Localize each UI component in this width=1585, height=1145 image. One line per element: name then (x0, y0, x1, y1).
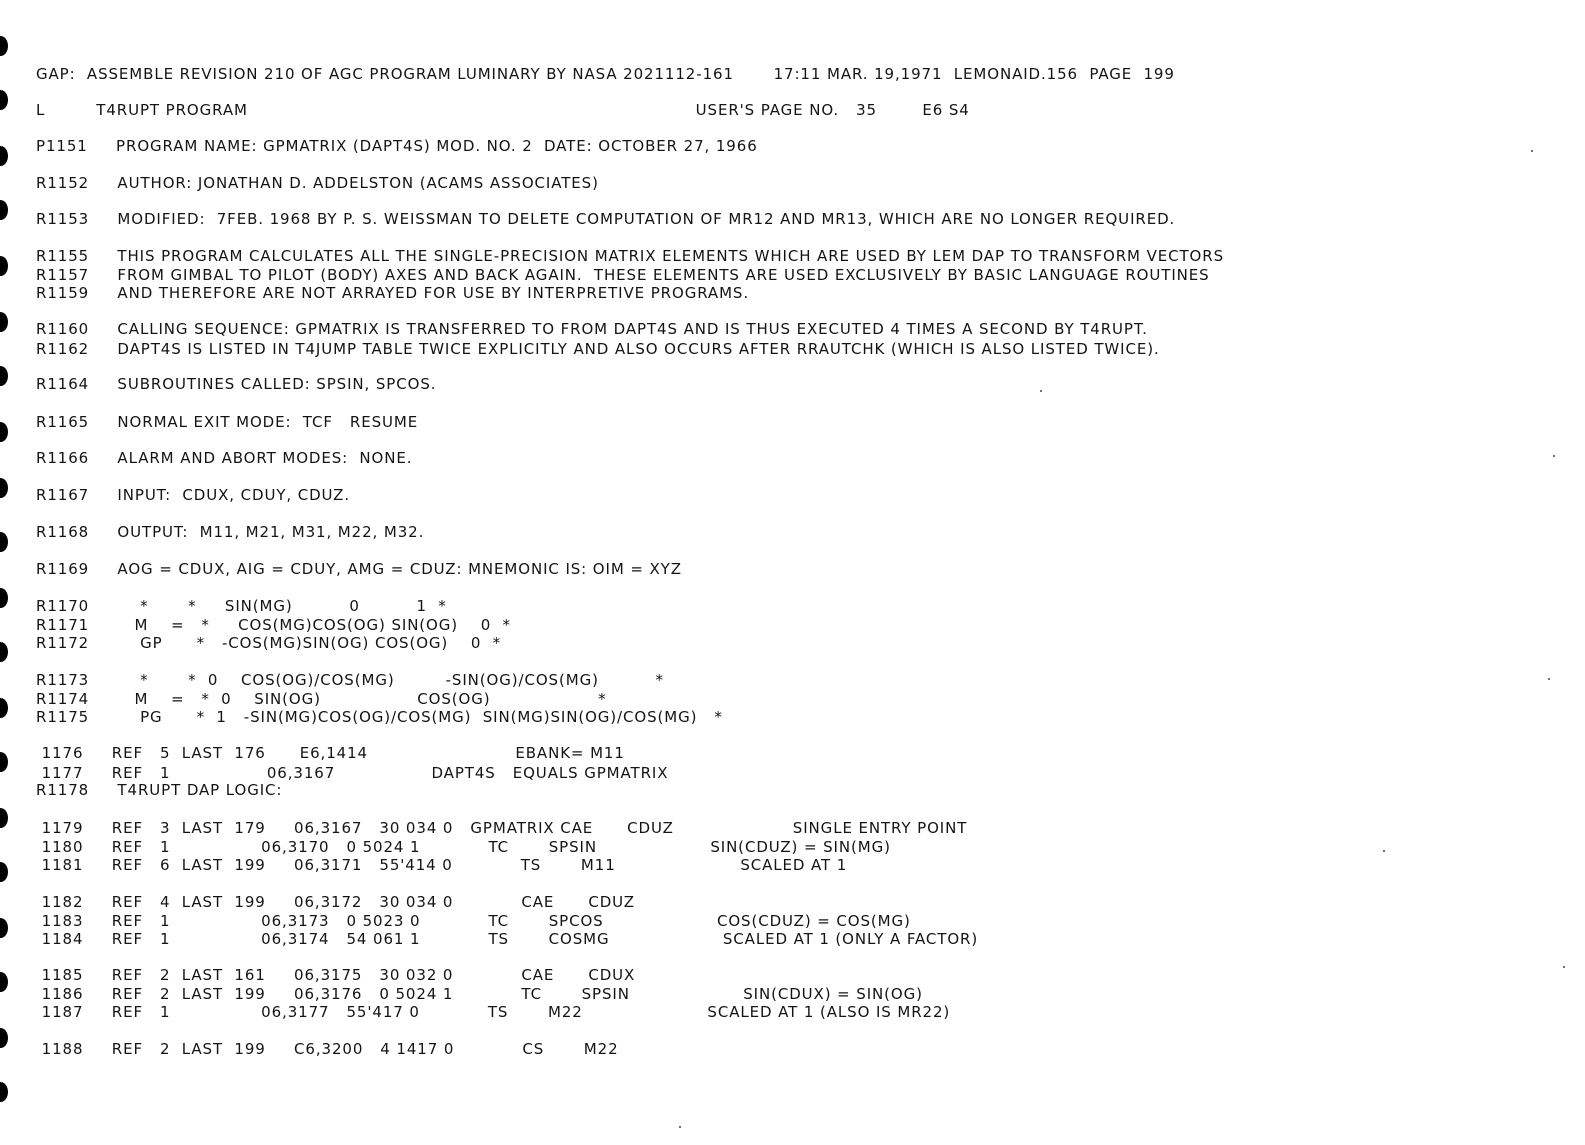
binder-hole (0, 90, 8, 110)
listing-line: R1160 CALLING SEQUENCE: GPMATRIX IS TRANSFERRED TO FROM DAPT4S AND IS THUS EXECUTED 4 TIMES A SECOND BY T4RUPT. (36, 320, 1148, 338)
listing-line: R1165 NORMAL EXIT MODE: TCF RESUME (36, 413, 419, 431)
listing-line: R1170 * * SIN(MG) 0 1 * (36, 597, 447, 615)
binder-hole (0, 146, 8, 166)
listing-line: R1178 T4RUPT DAP LOGIC: (36, 781, 283, 799)
listing-line: 1186 REF 2 LAST 199 06,3176 0 5024 1 TC SPSIN SIN(CDUX) = SIN(OG) (36, 985, 923, 1003)
page-header-line: GAP: ASSEMBLE REVISION 210 OF AGC PROGRAM LUMINARY BY NASA 2021112-161 17:11 MAR. 19,1971 LEMONAID.156 PAGE 199 (36, 65, 1175, 83)
listing-line: R1173 * * 0 COS(OG)/COS(MG) -SIN(OG)/COS(MG) * (36, 671, 664, 689)
binder-hole (0, 36, 8, 56)
listing-line: R1169 AOG = CDUX, AIG = CDUY, AMG = CDUZ: MNEMONIC IS: OIM = XYZ (36, 560, 682, 578)
listing-line: 1184 REF 1 06,3174 54 061 1 TS COSMG SCALED AT 1 (ONLY A FACTOR) (36, 930, 979, 948)
binder-hole (0, 1028, 8, 1048)
listing-line: R1175 PG * 1 -SIN(MG)COS(OG)/COS(MG) SIN(MG)SIN(OG)/COS(MG) * (36, 708, 723, 726)
listing-line: 1187 REF 1 06,3177 55'417 0 TS M22 SCALED AT 1 (ALSO IS MR22) (36, 1003, 951, 1021)
listing-line: R1153 MODIFIED: 7FEB. 1968 BY P. S. WEISSMAN TO DELETE COMPUTATION OF MR12 AND MR13, WHICH ARE NO LONGER REQUIRED. (36, 210, 1176, 228)
binder-hole (0, 588, 8, 608)
binder-hole (0, 256, 8, 276)
listing-line: R1171 M = * COS(MG)COS(OG) SIN(OG) 0 * (36, 616, 511, 634)
listing-line: R1172 GP * -COS(MG)SIN(OG) COS(OG) 0 * (36, 634, 502, 652)
listing-line: 1179 REF 3 LAST 179 06,3167 30 034 0 GPMATRIX CAE CDUZ SINGLE ENTRY POINT (36, 819, 968, 837)
listing-line: R1168 OUTPUT: M11, M21, M31, M22, M32. (36, 523, 425, 541)
binder-hole (0, 478, 8, 498)
page-header-line: L T4RUPT PROGRAM USER'S PAGE NO. 35 E6 S4 (36, 101, 970, 119)
listing-line: R1159 AND THEREFORE ARE NOT ARRAYED FOR USE BY INTERPRETIVE PROGRAMS. (36, 284, 750, 302)
binder-hole (0, 422, 8, 442)
binder-hole (0, 972, 8, 992)
listing-line: R1166 ALARM AND ABORT MODES: NONE. (36, 449, 413, 467)
listing-line: P1151 PROGRAM NAME: GPMATRIX (DAPT4S) MOD. NO. 2 DATE: OCTOBER 27, 1966 (36, 137, 758, 155)
listing-line: 1181 REF 6 LAST 199 06,3171 55'414 0 TS M11 SCALED AT 1 (36, 856, 848, 874)
listing-line: 1180 REF 1 06,3170 0 5024 1 TC SPSIN SIN(CDUZ) = SIN(MG) (36, 838, 891, 856)
listing-line: 1183 REF 1 06,3173 0 5023 0 TC SPCOS COS(CDUZ) = COS(MG) (36, 912, 911, 930)
listing-line: 1182 REF 4 LAST 199 06,3172 30 034 0 CAE CDUZ (36, 893, 635, 911)
binder-hole (0, 1082, 8, 1102)
binder-hole (0, 366, 8, 386)
binder-hole (0, 918, 8, 938)
listing-line: R1157 FROM GIMBAL TO PILOT (BODY) AXES AND BACK AGAIN. THESE ELEMENTS ARE USED EXCLUSIVELY BY BASIC LANGUAGE ROUTINES (36, 266, 1210, 284)
binder-hole (0, 642, 8, 662)
listing-line: R1152 AUTHOR: JONATHAN D. ADDELSTON (ACAMS ASSOCIATES) (36, 174, 599, 192)
binder-hole (0, 808, 8, 828)
listing-line: 1185 REF 2 LAST 161 06,3175 30 032 0 CAE CDUX (36, 966, 636, 984)
listing-line: 1188 REF 2 LAST 199 C6,3200 4 1417 0 CS M22 (36, 1040, 619, 1058)
binder-hole (0, 200, 8, 220)
binder-hole (0, 312, 8, 332)
listing-line: R1162 DAPT4S IS LISTED IN T4JUMP TABLE TWICE EXPLICITLY AND ALSO OCCURS AFTER RRAUTCHK (WHICH IS ALSO LISTED TWICE). (36, 340, 1160, 358)
listing-line: R1164 SUBROUTINES CALLED: SPSIN, SPCOS. (36, 375, 437, 393)
listing-line: R1174 M = * 0 SIN(OG) COS(OG) * (36, 690, 607, 708)
binder-hole (0, 752, 8, 772)
listing-line: 1177 REF 1 06,3167 DAPT4S EQUALS GPMATRIX (36, 764, 669, 782)
binder-hole (0, 698, 8, 718)
listing-line: 1176 REF 5 LAST 176 E6,1414 EBANK= M11 (36, 744, 625, 762)
listing-line: R1155 THIS PROGRAM CALCULATES ALL THE SINGLE-PRECISION MATRIX ELEMENTS WHICH ARE USED BY LEM DAP TO TRANSFORM VECTORS (36, 247, 1224, 265)
binder-hole (0, 862, 8, 882)
listing-line: R1167 INPUT: CDUX, CDUY, CDUZ. (36, 486, 351, 504)
binder-hole (0, 532, 8, 552)
scan-speck (679, 1126, 681, 1128)
